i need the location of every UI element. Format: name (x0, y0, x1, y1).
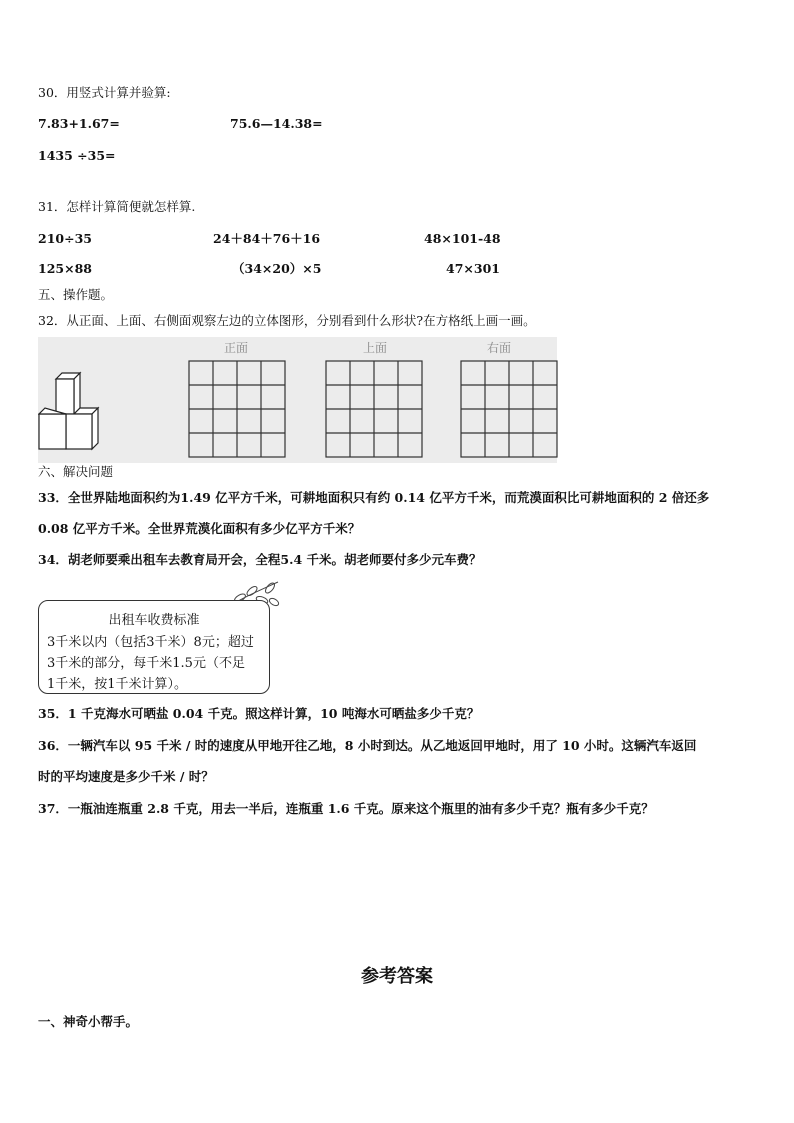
section-6-heading: 六、解决问题 (38, 464, 114, 479)
taxi-fare-line-3: 1千米，按1千米计算）。 (47, 677, 188, 692)
grid-label-top: 上面 (363, 341, 388, 355)
q33-line-2: 0.08 亿平方千米。全世界荒漠化面积有多少亿平方千米？ (38, 521, 361, 536)
answers-title: 参考答案 (361, 966, 433, 987)
answers-section-1: 一、神奇小帮手。 (38, 1014, 139, 1029)
q37-text: 37．一瓶油连瓶重 2.8 千克，用去一半后，连瓶重 1.6 千克。原来这个瓶里的油有多少千克？瓶有多少千克？ (38, 801, 654, 816)
q36-line-1: 36．一辆汽车以 95 千米 / 时的速度从甲地开往乙地，8 小时到达。从乙地返回甲地时，用了 10 小时。这辆汽车返回 (38, 738, 697, 753)
q30-expr-2: 75.6—14.38= (230, 116, 323, 131)
q31-expr-5: （34×20）×5 (232, 261, 322, 276)
q32-figure-panel (38, 337, 557, 463)
cube-stack-figure (38, 367, 110, 457)
grid-label-right: 右面 (487, 341, 512, 355)
taxi-fare-line-2: 3千米的部分，每千米1.5元（不足 (47, 656, 245, 671)
q36-line-2: 时的平均速度是多少千米 / 时？ (38, 769, 214, 784)
q35-text: 35．1 千克海水可晒盐 0.04 千克。照这样计算，10 吨海水可晒盐多少千克？ (38, 706, 480, 721)
taxi-fare-title: 出租车收费标准 (108, 613, 200, 628)
q34-text: 34．胡老师要乘出租车去教育局开会，全程5.4 千米。胡老师要付多少元车费？ (38, 552, 482, 567)
q31-expr-3: 48×101-48 (424, 231, 501, 246)
q31-expr-1: 210÷35 (38, 231, 92, 246)
q31-expr-2: 24＋84＋76＋16 (213, 231, 321, 246)
grid-label-front: 正面 (224, 341, 249, 355)
grid-top (325, 360, 423, 458)
q31-heading: 31．怎样计算简便就怎样算. (38, 199, 196, 214)
grid-front (188, 360, 286, 458)
q32-text: 32．从正面、上面、右侧面观察左边的立体图形，分别看到什么形状?在方格纸上画一画。 (38, 313, 536, 328)
taxi-fare-line-1: 3千米以内（包括3千米）8元；超过 (47, 635, 254, 650)
q30-expr-3: 1435 ÷35= (38, 148, 116, 163)
q30-expr-1: 7.83+1.67= (38, 116, 120, 131)
q33-line-1: 33．全世界陆地面积约为1.49 亿平方千米，可耕地面积只有约 0.14 亿平方千米，而荒漠面积比可耕地面积的 2 倍还多 (38, 490, 710, 505)
grid-right (460, 360, 558, 458)
taxi-fare-box (38, 600, 270, 694)
q31-expr-4: 125×88 (38, 261, 92, 276)
q30-heading: 30．用竖式计算并验算: (38, 85, 171, 100)
q31-expr-6: 47×301 (446, 261, 500, 276)
section-5-heading: 五、操作题。 (38, 287, 114, 302)
